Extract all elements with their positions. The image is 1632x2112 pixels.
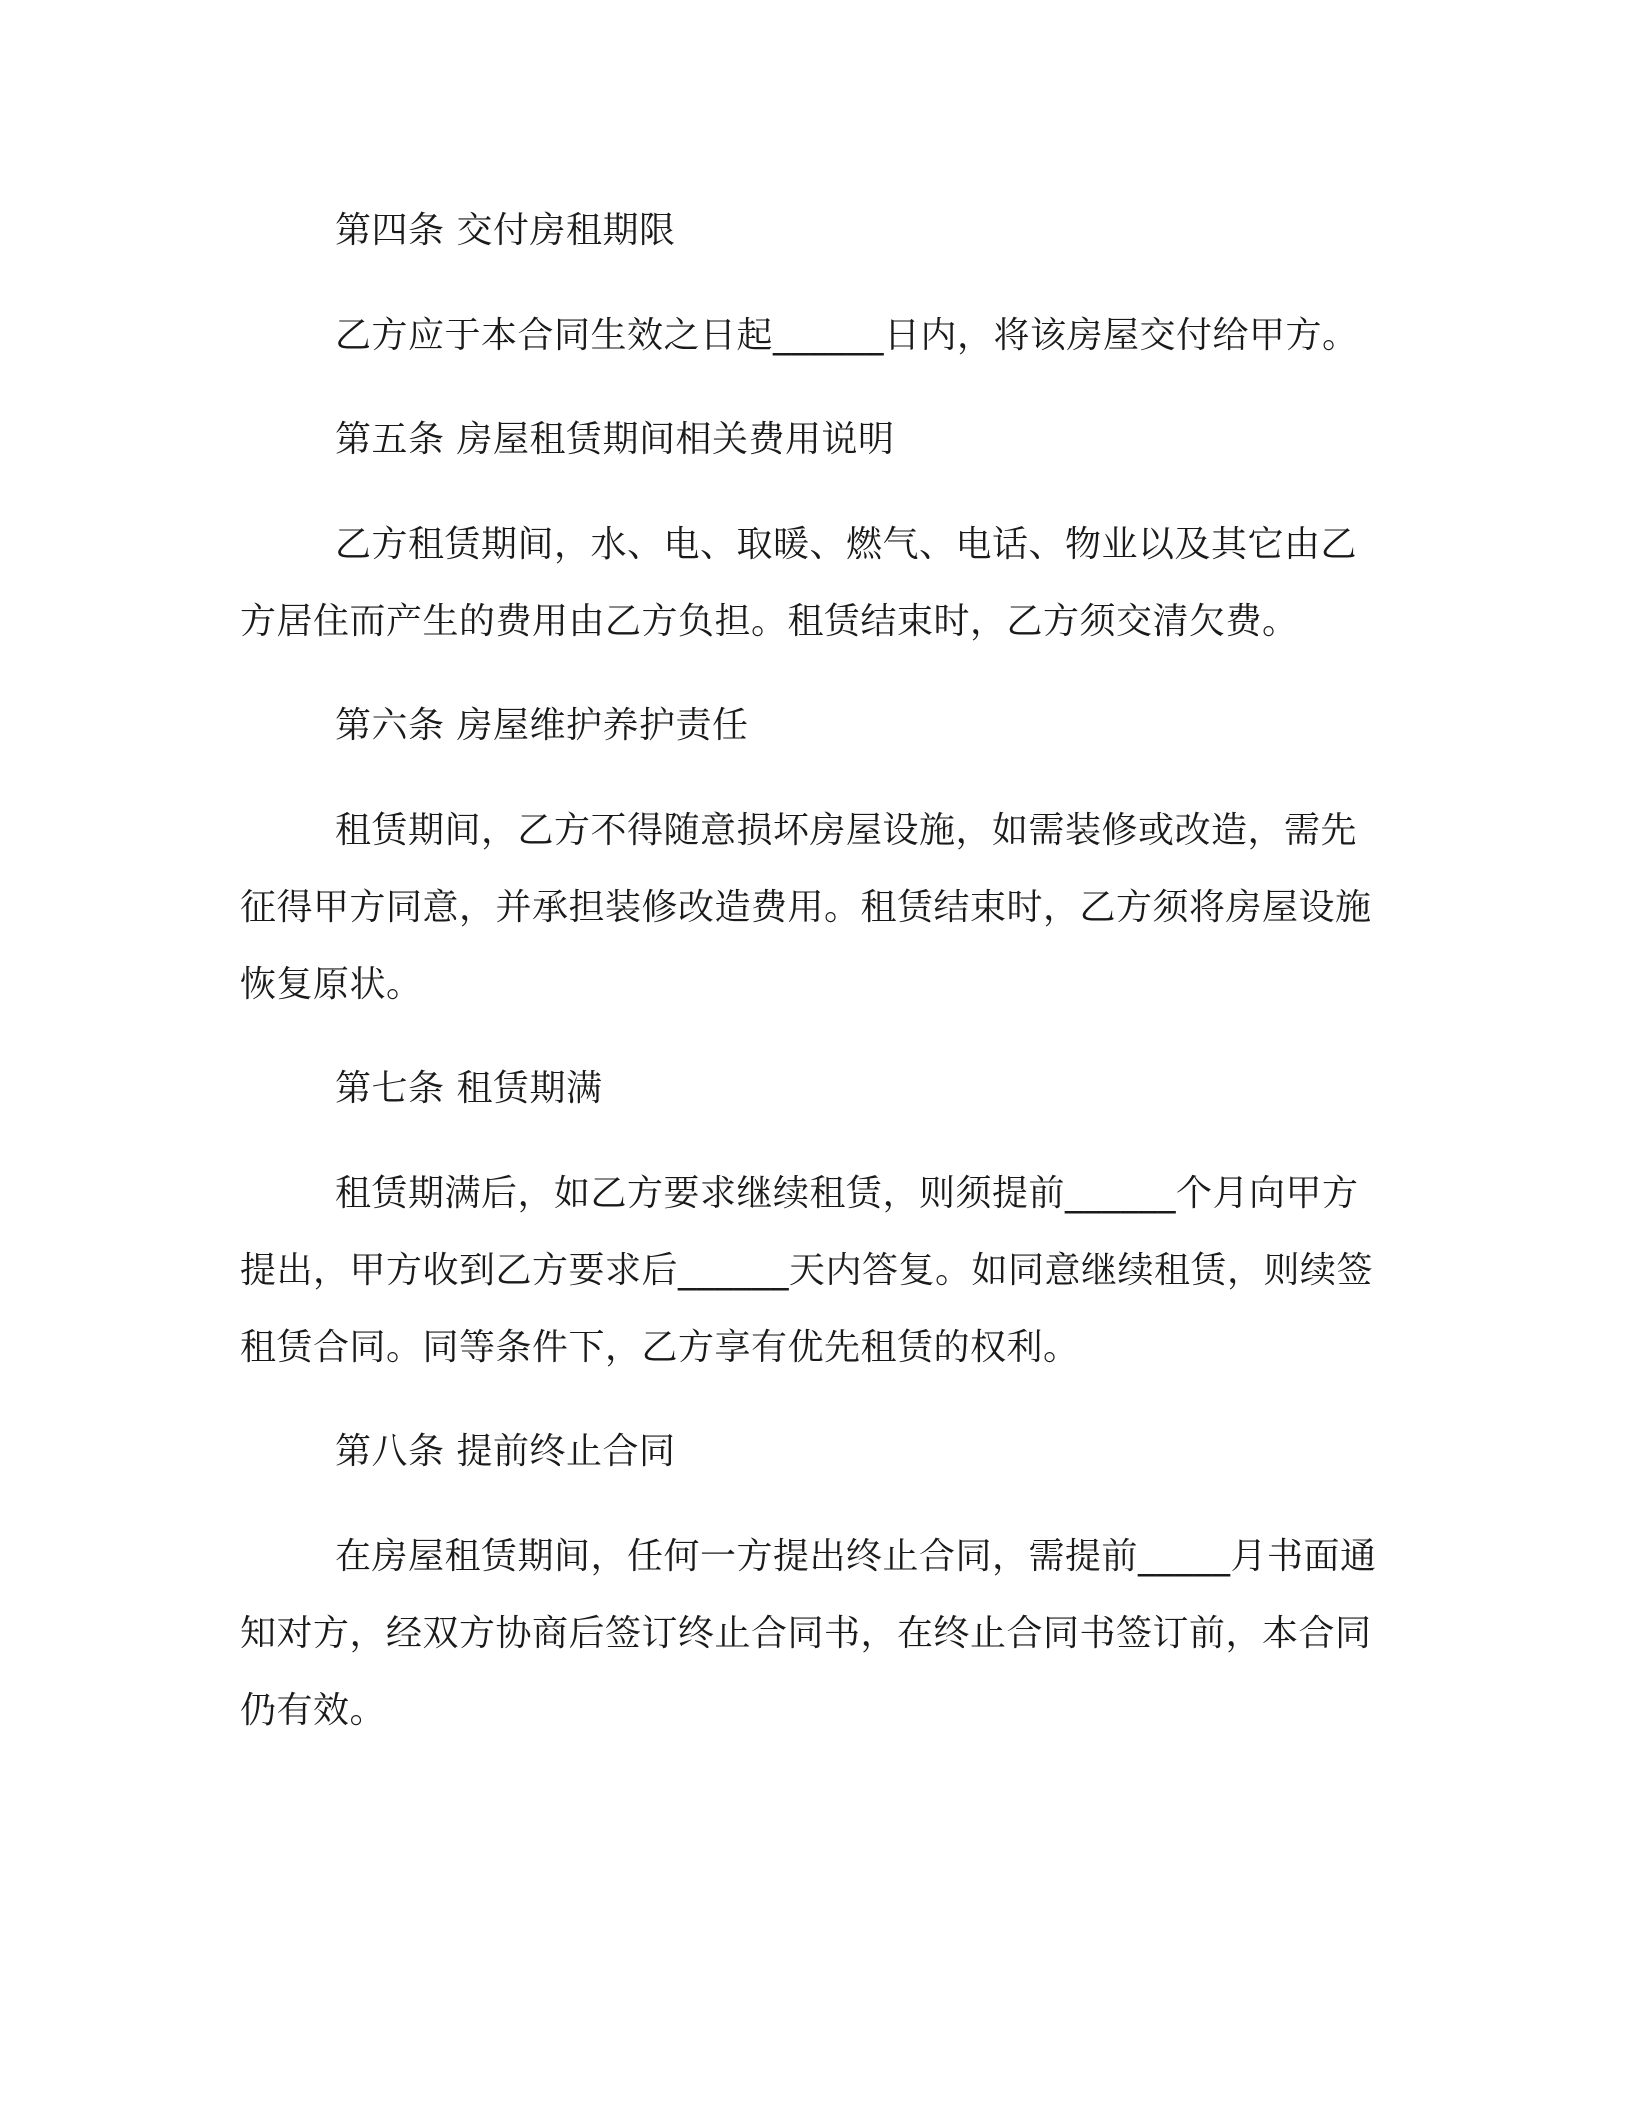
section-8-heading: 第八条 提前终止合同: [335, 1431, 676, 1472]
section-6-paragraph: 租赁期间，乙方不得随意损坏房屋设施，如需装修或改造，需先征得甲方同意，并承担装修改造费用。租赁结束时，乙方须将房屋设施恢复原状。: [240, 810, 1372, 1005]
section-5-paragraph: 乙方租赁期间，水、电、取暖、燃气、电话、物业以及其它由乙方居住而产生的费用由乙方负担。租赁结束时，乙方须交清欠费。: [240, 524, 1358, 642]
section-4-heading: 第四条 交付房租期限: [335, 210, 676, 251]
section-4-paragraph: 乙方应于本合同生效之日起______日内，将该房屋交付给甲方。: [335, 315, 1359, 356]
section-7-heading: 第七条 租赁期满: [335, 1068, 603, 1109]
section-7-paragraph: 租赁期满后，如乙方要求继续租赁，则须提前______个月向甲方提出，甲方收到乙方要求后______天内答复。如同意继续租赁，则续签租赁合同。同等条件下，乙方享有优先租赁的权利。: [240, 1173, 1374, 1368]
document-body: [240, 192, 1380, 1776]
section-5-heading: 第五条 房屋租赁期间相关费用说明: [335, 419, 895, 460]
section-8-paragraph: 在房屋租赁期间，任何一方提出终止合同，需提前_____月书面通知对方，经双方协商后签订终止合同书，在终止合同书签订前，本合同仍有效。: [240, 1536, 1377, 1731]
section-6-heading: 第六条 房屋维护养护责任: [335, 705, 749, 746]
